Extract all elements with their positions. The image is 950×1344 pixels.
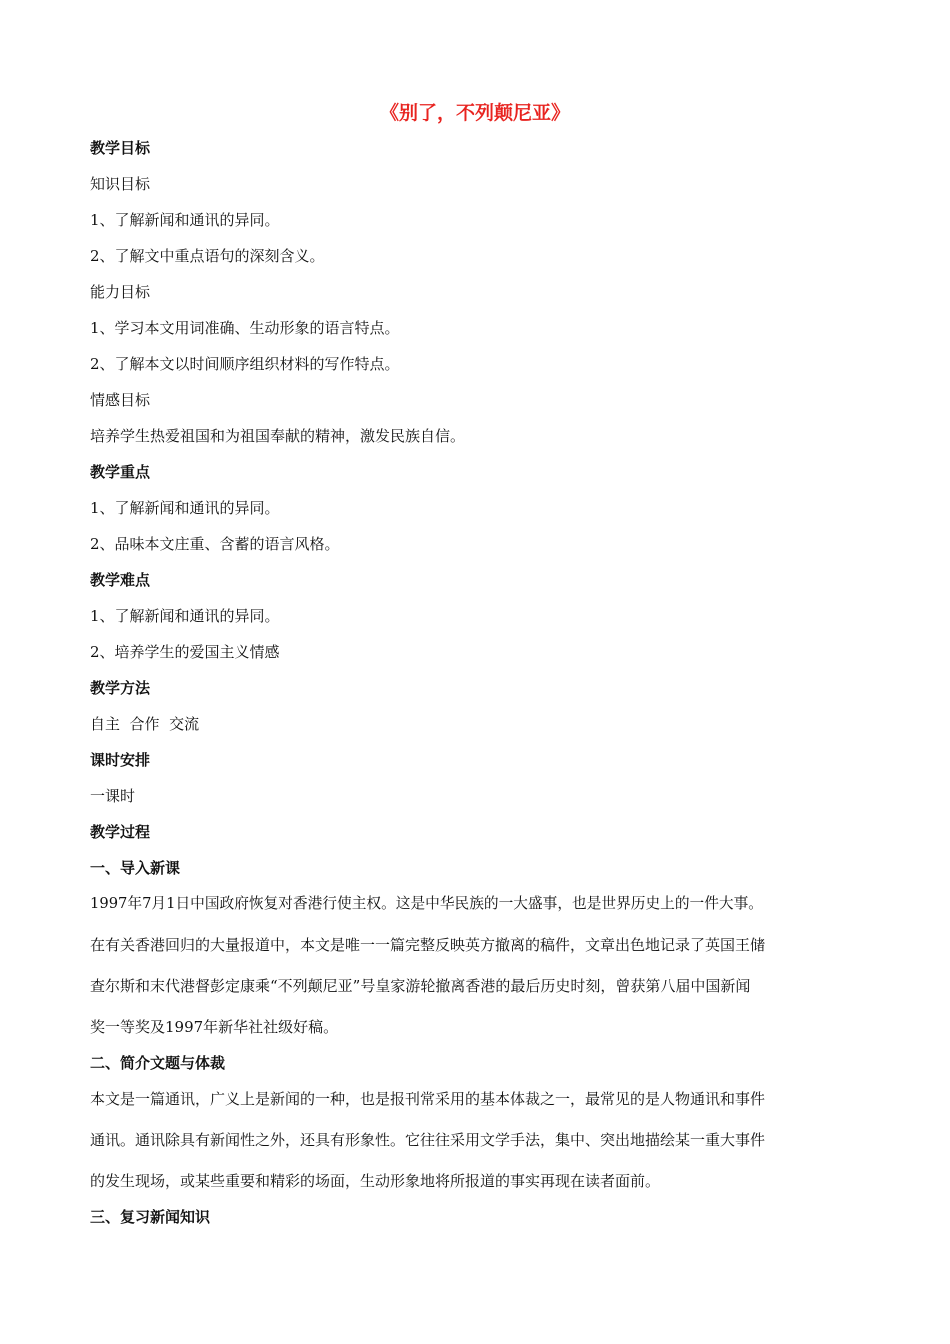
paragraph-line: 在有关香港回归的大量报道中，本文是唯一一篇完整反映英方撤离的稿件，文章出色地记录了英国王储 [90,936,766,954]
subheading-emotion-goals: 情感目标 [90,391,151,409]
section-heading-genre: 二、简介文题与体裁 [90,1054,226,1072]
section-heading-news-review: 三、复习新闻知识 [90,1208,211,1226]
paragraph-line: 通讯。通讯除具有新闻性之外，还具有形象性。它往往采用文学手法，集中、突出地描绘某一重大事件 [90,1131,766,1149]
paragraph-line: 2、品味本文庄重、含蓄的语言风格。 [90,535,340,553]
paragraph-line: 一课时 [90,787,136,805]
paragraph-line: 2、了解文中重点语句的深刻含义。 [90,247,325,265]
paragraph-line: 自主 合作 交流 [90,715,200,733]
paragraph-line: 查尔斯和末代港督彭定康乘“不列颠尼亚”号皇家游轮撤离香港的最后历史时刻，曾获第八届中国新闻 [90,977,751,995]
paragraph-line: 的发生现场，或某些重要和精彩的场面，生动形象地将所报道的事实再现在读者面前。 [90,1172,661,1190]
section-heading-intro: 一、导入新课 [90,859,181,877]
paragraph-line: 2、了解本文以时间顺序组织材料的写作特点。 [90,355,400,373]
paragraph-line: 1、了解新闻和通讯的异同。 [90,211,280,229]
paragraph-line: 1、了解新闻和通讯的异同。 [90,607,280,625]
paragraph-line: 1、学习本文用词准确、生动形象的语言特点。 [90,319,400,337]
subheading-knowledge-goals: 知识目标 [90,175,151,193]
document-title: 《别了，不列颠尼亚》 [379,102,570,124]
heading-teaching-methods: 教学方法 [90,679,151,697]
subheading-ability-goals: 能力目标 [90,283,151,301]
heading-difficult-points: 教学难点 [90,571,151,589]
paragraph-line: 1997年7月1日中国政府恢复对香港行使主权。这是中华民族的一大盛事，也是世界历史上的一件大事。 [90,895,763,912]
paragraph-line: 1、了解新闻和通讯的异同。 [90,499,280,517]
paragraph-line: 2、培养学生的爱国主义情感 [90,643,280,661]
heading-teaching-process: 教学过程 [90,823,151,841]
paragraph-line: 本文是一篇通讯，广义上是新闻的一种，也是报刊常采用的基本体裁之一，最常见的是人物通讯和事件 [90,1090,766,1108]
paragraph-line: 培养学生热爱祖国和为祖国奉献的精神，激发民族自信。 [90,427,466,445]
paragraph-line: 奖一等奖及1997年新华社社级好稿。 [90,1018,339,1036]
heading-key-points: 教学重点 [90,463,151,481]
heading-teaching-goals: 教学目标 [90,139,151,157]
heading-schedule: 课时安排 [90,751,151,769]
